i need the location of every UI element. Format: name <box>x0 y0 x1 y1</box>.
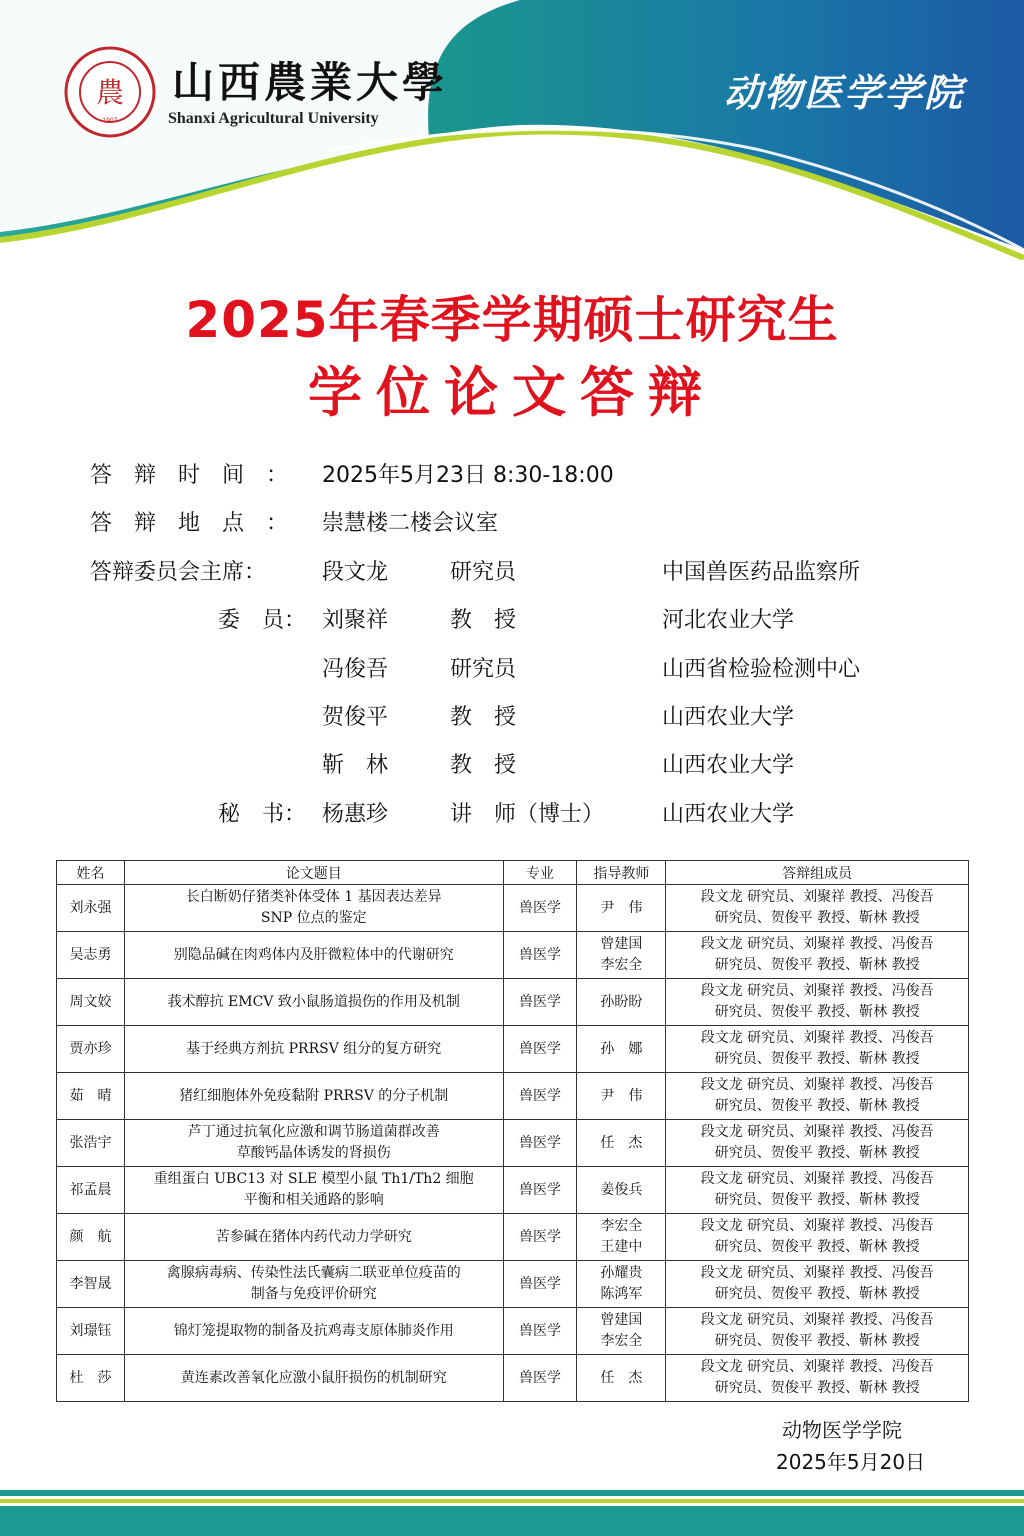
cell-name: 贾亦珍 <box>57 1026 125 1073</box>
place-label: 答 辩 地 点 ： <box>90 511 289 536</box>
footer-date: 2025年5月20日 <box>776 1450 926 1474</box>
col-header-major: 专业 <box>503 861 577 885</box>
cell-major: 兽医学 <box>503 1214 577 1261</box>
cell-title: 重组蛋白 UBC13 对 SLE 模型小鼠 Th1/Th2 细胞 平衡和相关通路的影响 <box>124 1167 503 1214</box>
cell-advisor: 尹 伟 <box>577 1073 666 1120</box>
cell-major: 兽医学 <box>503 979 577 1026</box>
cell-committee: 段文龙 研究员、刘聚祥 教授、冯俊吾 研究员、贺俊平 教授、靳林 教授 <box>666 1026 969 1073</box>
cell-advisor: 尹 伟 <box>577 885 666 932</box>
cell-advisor: 孙耀贵 陈鸿军 <box>577 1261 666 1308</box>
person-org: 河北农业大学 <box>662 608 795 633</box>
table-row <box>57 1214 969 1261</box>
person-title: 讲 师（博士） <box>450 802 605 827</box>
place-value: 崇慧楼二楼会议室 <box>322 511 499 536</box>
cell-title: 猪红细胞体外免疫黏附 PRRSV 的分子机制 <box>124 1073 503 1120</box>
person-title: 教 授 <box>450 705 517 730</box>
cell-title: 黄连素改善氧化应激小鼠肝损伤的机制研究 <box>124 1355 503 1402</box>
cell-title: 锦灯笼提取物的制备及抗鸡毒支原体肺炎作用 <box>124 1308 503 1355</box>
cell-major: 兽医学 <box>503 1120 577 1167</box>
footer-college-name: 动物医学学院 <box>782 1418 902 1442</box>
cell-major: 兽医学 <box>503 1261 577 1308</box>
col-header-title: 论文题目 <box>124 861 503 885</box>
cell-major: 兽医学 <box>503 885 577 932</box>
cell-name: 吴志勇 <box>57 932 125 979</box>
table-row <box>57 932 969 979</box>
cell-major: 兽医学 <box>503 932 577 979</box>
cell-name: 刘永强 <box>57 885 125 932</box>
table-header-row <box>57 861 969 885</box>
cell-name: 茹 晴 <box>57 1073 125 1120</box>
cell-major: 兽医学 <box>503 1167 577 1214</box>
secretary-label: 秘 书： <box>218 802 307 827</box>
person-name: 杨惠珍 <box>322 802 389 827</box>
person-org: 中国兽医药品监察所 <box>662 560 861 585</box>
cell-title: 长白断奶仔猪类补体受体 1 基因表达差异 SNP 位点的鉴定 <box>124 885 503 932</box>
cell-name: 周文姣 <box>57 979 125 1026</box>
cell-advisor: 孙 娜 <box>577 1026 666 1073</box>
person-title: 研究员 <box>450 657 517 682</box>
person-title: 教 授 <box>450 753 517 778</box>
cell-title: 芦丁通过抗氧化应激和调节肠道菌群改善 草酸钙晶体诱发的肾损伤 <box>124 1120 503 1167</box>
cell-advisor: 孙盼盼 <box>577 979 666 1026</box>
cell-major: 兽医学 <box>503 1026 577 1073</box>
table-row <box>57 1355 969 1402</box>
cell-name: 李智晟 <box>57 1261 125 1308</box>
page-title-line2: 学位论文答辩 <box>308 361 716 424</box>
col-header-advisor: 指导教师 <box>577 861 666 885</box>
person-title: 教 授 <box>450 608 517 633</box>
cell-committee: 段文龙 研究员、刘聚祥 教授、冯俊吾 研究员、贺俊平 教授、靳林 教授 <box>666 979 969 1026</box>
cell-name: 刘璟钰 <box>57 1308 125 1355</box>
page-title-line1: 2025年春季学期硕士研究生 <box>185 291 839 349</box>
cell-title: 别隐品碱在肉鸡体内及肝微粒体中的代谢研究 <box>124 932 503 979</box>
table-row <box>57 1308 969 1355</box>
table-row <box>57 1261 969 1308</box>
university-name-cn: 山西農業大學 <box>172 58 449 107</box>
cell-committee: 段文龙 研究员、刘聚祥 教授、冯俊吾 研究员、贺俊平 教授、靳林 教授 <box>666 1214 969 1261</box>
cell-committee: 段文龙 研究员、刘聚祥 教授、冯俊吾 研究员、贺俊平 教授、靳林 教授 <box>666 1355 969 1402</box>
bottom-decorative-bar <box>0 1490 1024 1536</box>
cell-name: 祁孟晨 <box>57 1167 125 1214</box>
person-name: 贺俊平 <box>322 705 389 730</box>
table-row <box>57 1073 969 1120</box>
chair-label: 答辩委员会主席： <box>90 560 267 585</box>
table-row <box>57 1167 969 1214</box>
cell-committee: 段文龙 研究员、刘聚祥 教授、冯俊吾 研究员、贺俊平 教授、靳林 教授 <box>666 1120 969 1167</box>
person-org: 山西农业大学 <box>662 802 795 827</box>
time-label: 答 辩 时 间 ： <box>90 463 289 488</box>
svg-text:1907: 1907 <box>102 117 118 124</box>
cell-advisor: 曾建国 李宏全 <box>577 1308 666 1355</box>
cell-committee: 段文龙 研究员、刘聚祥 教授、冯俊吾 研究员、贺俊平 教授、靳林 教授 <box>666 1261 969 1308</box>
col-header-name: 姓名 <box>57 861 125 885</box>
person-name: 冯俊吾 <box>322 657 389 682</box>
cell-name: 张浩宇 <box>57 1120 125 1167</box>
time-value: 2025年5月23日 8:30-18:00 <box>322 463 614 488</box>
cell-title: 禽腺病毒病、传染性法氏囊病二联亚单位疫苗的 制备与免疫评价研究 <box>124 1261 503 1308</box>
cell-major: 兽医学 <box>503 1073 577 1120</box>
person-org: 山西农业大学 <box>662 753 795 778</box>
cell-advisor: 姜俊兵 <box>577 1167 666 1214</box>
cell-advisor: 李宏全 王建中 <box>577 1214 666 1261</box>
cell-name: 杜 莎 <box>57 1355 125 1402</box>
cell-committee: 段文龙 研究员、刘聚祥 教授、冯俊吾 研究员、贺俊平 教授、靳林 教授 <box>666 1073 969 1120</box>
cell-advisor: 任 杰 <box>577 1120 666 1167</box>
members-label: 委 员： <box>218 608 307 633</box>
col-header-committee: 答辩组成员 <box>666 861 969 885</box>
thesis-defense-table <box>56 860 969 1402</box>
cell-title: 基于经典方剂抗 PRRSV 组分的复方研究 <box>124 1026 503 1073</box>
cell-title: 苦参碱在猪体内药代动力学研究 <box>124 1214 503 1261</box>
table-row <box>57 1026 969 1073</box>
cell-advisor: 任 杰 <box>577 1355 666 1402</box>
cell-committee: 段文龙 研究员、刘聚祥 教授、冯俊吾 研究员、贺俊平 教授、靳林 教授 <box>666 1167 969 1214</box>
table-row <box>57 885 969 932</box>
person-org: 山西农业大学 <box>662 705 795 730</box>
person-title: 研究员 <box>450 560 517 585</box>
table-row <box>57 979 969 1026</box>
svg-text:農: 農 <box>95 76 125 109</box>
cell-major: 兽医学 <box>503 1355 577 1402</box>
table-row <box>57 1120 969 1167</box>
person-name: 段文龙 <box>322 560 389 585</box>
college-name-header: 动物医学学院 <box>723 71 964 115</box>
university-name-en: Shanxi Agricultural University <box>168 110 379 127</box>
cell-committee: 段文龙 研究员、刘聚祥 教授、冯俊吾 研究员、贺俊平 教授、靳林 教授 <box>666 932 969 979</box>
person-name: 靳 林 <box>322 753 389 778</box>
person-name: 刘聚祥 <box>322 608 389 633</box>
cell-committee: 段文龙 研究员、刘聚祥 教授、冯俊吾 研究员、贺俊平 教授、靳林 教授 <box>666 885 969 932</box>
university-seal-logo <box>64 46 156 138</box>
cell-major: 兽医学 <box>503 1308 577 1355</box>
cell-committee: 段文龙 研究员、刘聚祥 教授、冯俊吾 研究员、贺俊平 教授、靳林 教授 <box>666 1308 969 1355</box>
cell-title: 莪术醇抗 EMCV 致小鼠肠道损伤的作用及机制 <box>124 979 503 1026</box>
person-org: 山西省检验检测中心 <box>662 657 861 682</box>
cell-advisor: 曾建国 李宏全 <box>577 932 666 979</box>
cell-name: 颜 航 <box>57 1214 125 1261</box>
